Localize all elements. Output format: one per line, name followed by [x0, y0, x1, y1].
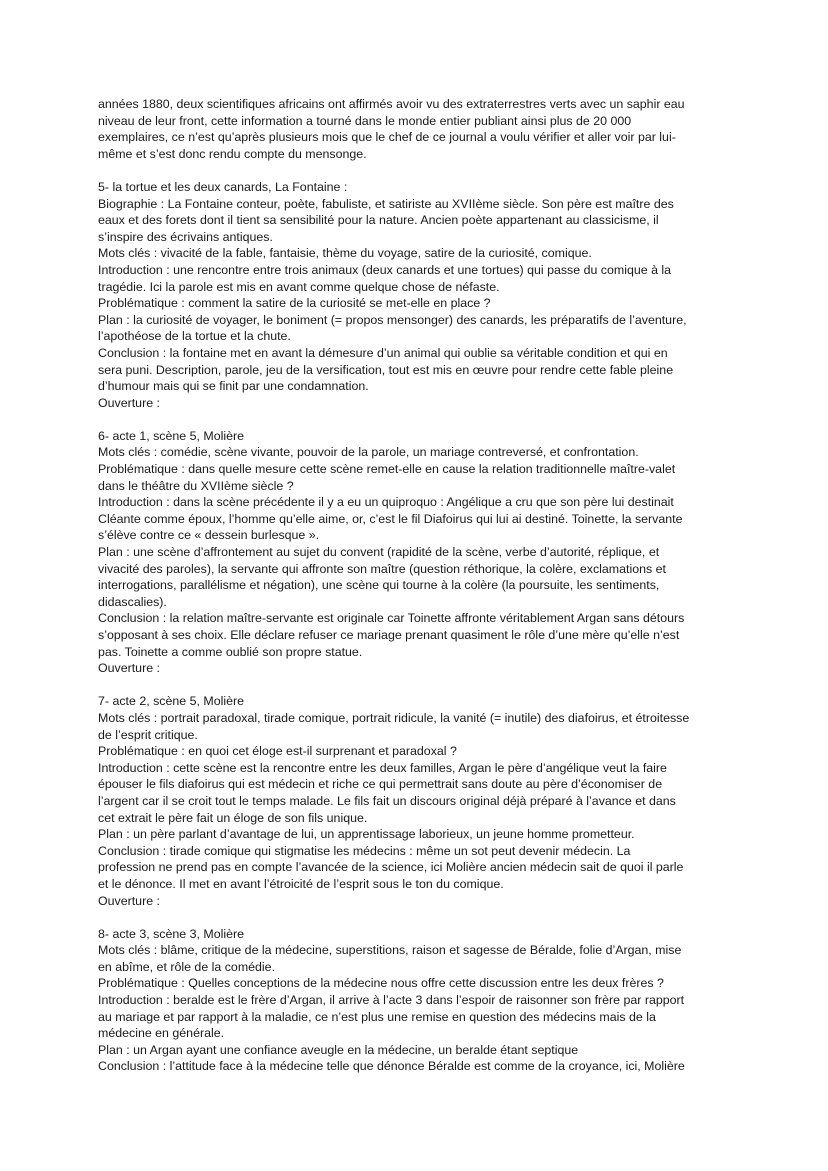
text-line: Problématique : en quoi cet éloge est-il surprenant et paradoxal ?	[98, 744, 457, 759]
text-line: Conclusion : l’attitude face à la médecine telle que dénonce Béralde est comme de la croyance, ici, Molière	[98, 1059, 685, 1074]
text-line: niveau de leur front, cette information a tourné dans le monde entier publiant ainsi plus de 20 000	[98, 113, 632, 128]
text-line: Mots clés : blâme, critique de la médecine, superstitions, raison et sagesse de Béralde, folie d’Argan, mise	[98, 943, 682, 958]
text-line: Mots clés : comédie, scène vivante, pouvoir de la parole, un mariage contreversé, et confrontation.	[98, 445, 639, 460]
text-line: Introduction : dans la scène précédente il y a eu un quiproquo : Angélique a cru que son père lui destinait	[98, 495, 674, 510]
text-line: Ouverture :	[98, 893, 160, 908]
text-line: Problématique : Quelles conceptions de la médecine nous offre cette discussion entre les deux frères ?	[98, 976, 664, 991]
text-line: exemplaires, ce n’est qu’après plusieurs mois que le chef de ce journal a voulu vérifier et aller voir par lui-	[98, 130, 676, 145]
paragraph-gap	[98, 909, 734, 926]
text-line: didascalies).	[98, 594, 167, 609]
text-line: en abîme, et rôle de la comédie.	[98, 959, 276, 974]
text-line: Ouverture :	[98, 395, 160, 410]
text-line: Introduction : cette scène est la rencontre entre les deux familles, Argan le père d’angélique veut la faire	[98, 760, 667, 775]
text-line: Conclusion : tirade comique qui stigmatise les médecins : même un sot peut devenir médecin. La	[98, 843, 631, 858]
text-line: l’argent car il se croit tout le temps malade. Le fils fait un discours original déjà préparé à l’avance et dans	[98, 793, 676, 808]
intro-paragraph	[98, 96, 734, 162]
text-line: épouser le fils diafoirus qui est médecin et riche ce qui permettrait sans doute au père d’économiser de	[98, 777, 663, 792]
text-line: même et s’est donc rendu compte du mensonge.	[98, 146, 367, 161]
text-line: au mariage et par rapport à la maladie, ce n’est plus une remise en question des médecins mais de la	[98, 1009, 656, 1024]
text-line: Biographie : La Fontaine conteur, poète, fabuliste, et satiriste au XVIIème siècle. Son père est maître des	[98, 196, 674, 211]
document-page	[98, 96, 734, 1075]
text-line: Introduction : une rencontre entre trois animaux (deux canards et une tortues) qui passe du comique à la	[98, 262, 672, 277]
text-line: s’inspire des écrivains antiques.	[98, 229, 273, 244]
text-line: Plan : un Argan ayant une confiance aveugle en la médecine, un beralde étant septique	[98, 1042, 579, 1057]
text-line: Conclusion : la fontaine met en avant la démesure d’un animal qui oublie sa véritable condition et qui en	[98, 345, 668, 360]
text-line: Plan : une scène d’affrontement au sujet du convent (rapidité de la scène, verbe d’autorité, réplique, et	[98, 545, 660, 560]
text-line: Mots clés : vivacité de la fable, fantaisie, thème du voyage, satire de la curiosité, comique.	[98, 246, 592, 261]
paragraph-gap	[98, 411, 734, 428]
text-line: années 1880, deux scientifiques africains ont affirmés avoir vu des extraterrestres verts avec un saphir eau	[98, 97, 685, 111]
text-line: d’humour mais qui se finit par une condamnation.	[98, 379, 369, 394]
paragraph-gap	[98, 677, 734, 694]
text-line: Cléante comme époux, l’homme qu’elle aime, or, c’est le fil Diafoirus qui lui ai destiné. Toinette, la servante	[98, 511, 683, 526]
text-line: dans le théâtre du XVIIème siècle ?	[98, 478, 294, 493]
section-heading: 8- acte 3, scène 3, Molière	[98, 926, 245, 941]
text-line: pas. Toinette a comme oublié son propre statue.	[98, 644, 363, 659]
text-line: cet extrait le père fait un éloge de son fils unique.	[98, 810, 368, 825]
section-5-la-tortue	[98, 179, 734, 411]
text-line: sera puni. Description, parole, jeu de la versification, tout est mis en œuvre pour rendre cette fable pleine	[98, 362, 674, 377]
text-line: profession ne prend pas en compte l’avancée de la science, ici Molière ancien médecin sait de quoi il parle	[98, 860, 684, 875]
text-line: Mots clés : portrait paradoxal, tirade comique, portrait ridicule, la vanité (= inutile) des diafoirus, et étroitesse	[98, 710, 690, 725]
text-line: l’apothéose de la tortue et la chute.	[98, 329, 291, 344]
text-line: Problématique : dans quelle mesure cette scène remet-elle en cause la relation traditionnelle maître-valet	[98, 462, 676, 477]
text-line: Introduction : beralde est le frère d’Argan, il arrive à l’acte 3 dans l’espoir de raisonner son frère par rapport	[98, 993, 685, 1008]
text-line: s’élève contre ce « dessein burlesque ».	[98, 528, 320, 543]
text-line: et le dénonce. Il met en avant l’étroicité de l’esprit sous le ton du comique.	[98, 876, 504, 891]
text-line: Plan : un père parlant d’avantage de lui, un apprentissage laborieux, un jeune homme prometteur.	[98, 827, 635, 842]
text-line: tragédie. Ici la parole est mis en avant comme quelque chose de néfaste.	[98, 279, 500, 294]
text-line: Conclusion : la relation maître-servante est originale car Toinette affronte véritablement Argan sans détours	[98, 611, 685, 626]
text-line: vivacité des paroles), la servante qui affronte son maître (question réthorique, la colère, exclamations et	[98, 561, 666, 576]
text-line: s’opposant à ses choix. Elle déclare refuser ce mariage prenant quasiment le rôle d’une mère qu’elle n’est	[98, 628, 680, 642]
section-heading: 5- la tortue et les deux canards, La Fontaine :	[98, 179, 348, 194]
text-line: de l’esprit critique.	[98, 727, 198, 742]
text-line: eaux et des forets dont il tient sa sensibilité pour la nature. Ancien poète appartenant au classicisme, il	[98, 213, 659, 228]
text-line: Problématique : comment la satire de la curiosité se met-elle en place ?	[98, 296, 491, 311]
text-line: Plan : la curiosité de voyager, le boniment (= propos mensonger) des canards, les préparatifs de l’aventure,	[98, 312, 687, 327]
section-7-acte-2	[98, 693, 734, 909]
paragraph-gap	[98, 162, 734, 179]
section-6-acte-1	[98, 428, 734, 677]
section-heading: 7- acte 2, scène 5, Molière	[98, 694, 245, 709]
text-line: interrogations, parallélisme et négation), une scène qui tourne à la colère (la poursuite, les sentiments,	[98, 578, 660, 593]
section-8-acte-3	[98, 926, 734, 1075]
text-line: médecine en générale.	[98, 1026, 225, 1041]
section-heading: 6- acte 1, scène 5, Molière	[98, 428, 245, 443]
text-line: Ouverture :	[98, 661, 160, 676]
